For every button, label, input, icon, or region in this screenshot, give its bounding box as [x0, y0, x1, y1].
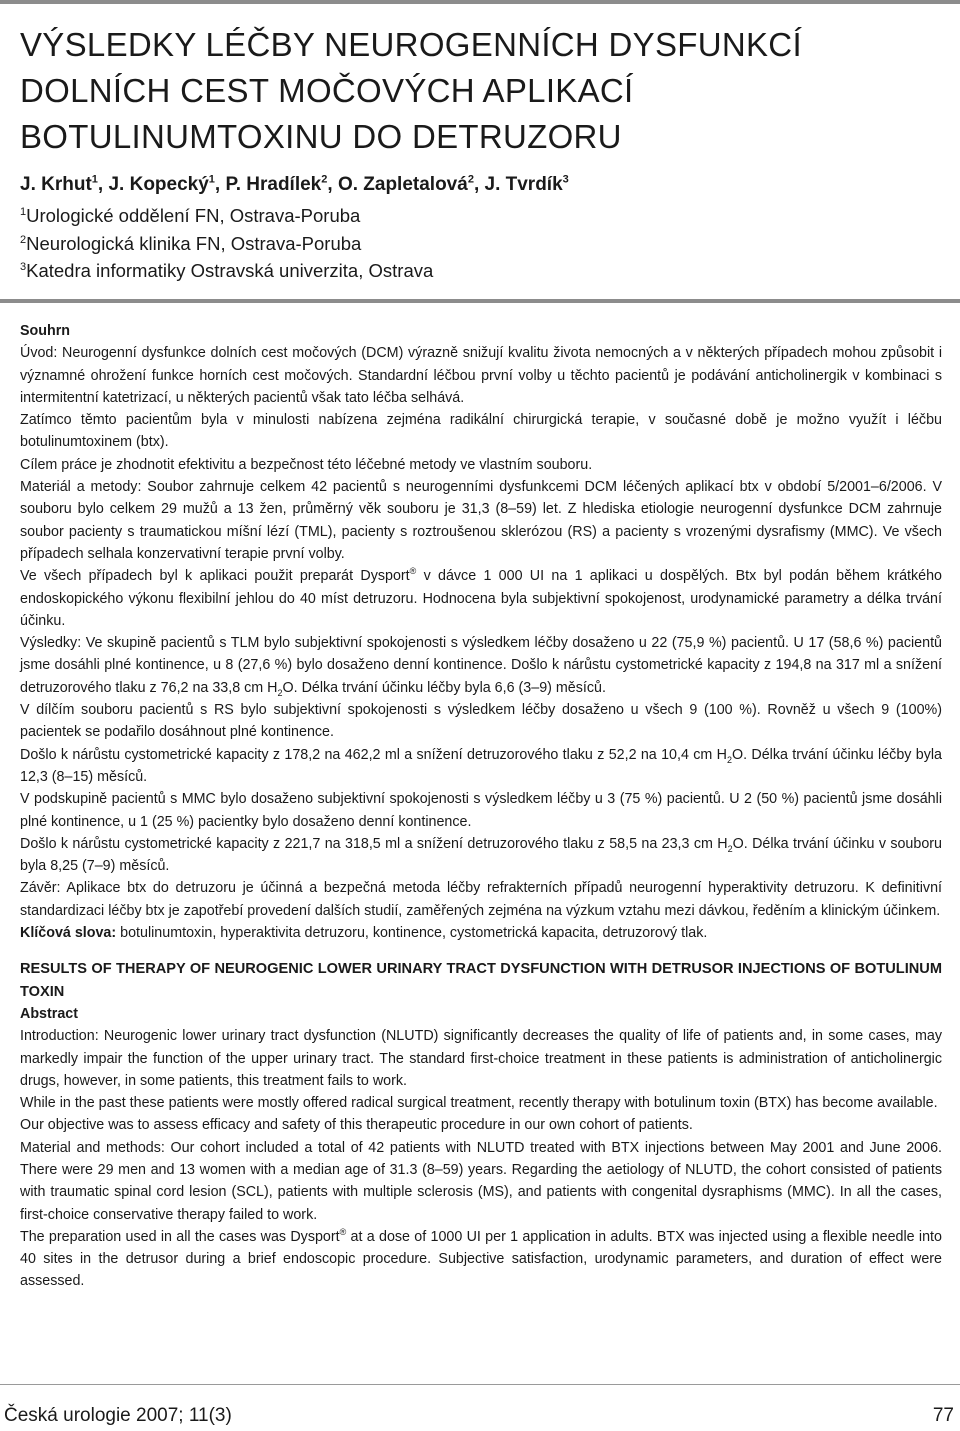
top-rule — [0, 0, 960, 4]
affiliation-line — [20, 202, 433, 230]
registered-mark: ® — [409, 566, 417, 577]
article-title: VÝSLEDKY LÉČBY NEUROGENNÍCH DYSFUNKCÍ DOLNÍCH CEST MOČOVÝCH APLIKACÍ BOTULINUMTOXINU DO DETRUZORU — [20, 26, 802, 155]
english-title: RESULTS OF THERAPY OF NEUROGENIC LOWER URINARY TRACT DYSFUNCTION WITH DETRUSOR INJECTIONS OF BOTULINUM TOXIN — [20, 961, 942, 1000]
summary-results-rs: V dílčím souboru pacientů s RS bylo subjektivní spokojenosti s výsledkem léčby dosaženo u všech 9 (100 %). Rovněž u všech 9 (100%) pacientek se podařilo dosáhnout plné kontinence. — [20, 702, 942, 741]
keywords — [20, 922, 942, 944]
summary-intro: Úvod: Neurogenní dysfunkce dolních cest močových (DCM) výrazně snižují kvalitu života nemocných a v některých případech mohou způsobit i významné ohrožení funkce horních cest močových. Standardní léčbou první volby u těchto pacientů je podávání anticholinergik v kombinaci s intermitentní katetrizací, u některých pacientů však tato léčba selhává. — [20, 345, 942, 406]
spacer — [20, 944, 942, 958]
abstract-heading: Abstract — [20, 1005, 78, 1022]
section-rule — [0, 299, 960, 303]
affiliation-text: Urologické oddělení FN, Ostrava-Poruba — [26, 205, 361, 226]
text-span: Výsledky: Ve skupině pacientů s TLM bylo subjektivní spokojenosti s výsledkem léčby dosaženo u 22 (75,9 %) pacientů. U 17 (58,6 %) pacientů jsme dosáhli plné kontinence, u 8 (27,6 %) bylo dosaženo denní kontinence. Došlo k nárůstu cystometrické kapacity z 194,8 na 317 ml a snížení detruzorového tlaku z 76,2 na 33,8 cm H — [20, 635, 942, 696]
author-separator: , — [327, 174, 338, 195]
affiliation-line — [20, 257, 433, 285]
summary-background: Zatímco těmto pacientům byla v minulosti nabízena zejména radikální chirurgická terapie, v současné době je možno využít i léčbu botulinumtoxinem (btx). — [20, 412, 942, 451]
text-span: Došlo k nárůstu cystometrické kapacity z 221,7 na 318,5 ml a snížení detruzorového tlaku z 58,5 na 23,3 cm H — [20, 835, 728, 852]
affiliation-text: Neurologická klinika FN, Ostrava-Poruba — [26, 232, 362, 254]
summary-conclusion: Závěr: Aplikace btx do detruzoru je účinná a bezpečná metoda léčby refrakterních případů neurogenní hyperaktivity detruzoru. K definitivní standardizaci léčby btx je zapotřebí provedení dalších studií, zaměřených zejména na výzkum vztahu mezi dávkou, ředěním a klinickým účinkem. — [20, 880, 942, 919]
abstract-intro: Introduction: Neurogenic lower urinary tract dysfunction (NLUTD) significantly decreases the quality of life of patients and, in some cases, may markedly impair the function of the upper urinary tract. The standard first-choice treatment in these patients is administration of anticholinergic drugs, however, in some patients, this treatment fails to work. — [20, 1028, 942, 1089]
affiliation-number: 1 — [20, 205, 27, 218]
article-body — [20, 320, 942, 1293]
text-span: O. Délka trvání účinku v souboru byla 8,25 (7–9) měsíců. — [20, 835, 942, 875]
author-name: J. Krhut — [20, 174, 92, 195]
keywords-label: Klíčová slova: — [20, 925, 117, 942]
text-span: O. Délka trvání účinku léčby byla 12,3 (8–15) měsíců. — [20, 746, 942, 785]
author-separator: , — [473, 174, 485, 195]
abstract-methods: Material and methods: Our cohort included a total of 42 patients with NLUTD treated with BTX injections between May 2001 and June 2006. There were 29 men and 13 women with a median age of 31.3 (8–59) years. Regarding the aetiology of NLUTD, the cohort consisted of patients with traumatic spinal cord lesion (SCL), patients with multiple sclerosis (MS), and patients with congenital dysraphisms (MMC). In all the cases, first-choice conservative therapy failed to work. — [20, 1139, 942, 1223]
author-name: O. Zapletalová — [337, 174, 468, 195]
author-affiliation-mark: 2 — [321, 173, 328, 186]
text-span: O. Délka trvání účinku léčby byla 6,6 (3–9) měsíců. — [282, 679, 606, 696]
summary-procedure — [20, 565, 942, 632]
text-span: Došlo k nárůstu cystometrické kapacity z 178,2 na 462,2 ml a snížení detruzorového tlaku z 52,2 na 10,4 cm H — [20, 746, 727, 763]
abstract-aim: Our objective was to assess efficacy and safety of this therapeutic procedure in our own cohort of patients. — [20, 1117, 693, 1134]
summary-results-tlm — [20, 632, 942, 699]
author-list — [20, 172, 569, 198]
summary-aim: Cílem práce je zhodnotit efektivitu a bezpečnost této léčebné metody ve vlastním souboru. — [20, 456, 593, 473]
text-span: The preparation used in all the cases was Dysport — [20, 1228, 340, 1245]
author-separator: , — [214, 174, 226, 195]
subscript: 2 — [727, 843, 733, 854]
affiliations — [20, 202, 433, 285]
subscript: 2 — [726, 754, 732, 765]
page-number: 77 — [932, 1405, 954, 1426]
summary-results-mmc-capacity — [20, 833, 942, 878]
registered-mark: ® — [339, 1227, 347, 1238]
text-span: at a dose of 1000 UI per 1 application in adults. BTX was injected using a flexible needle into 40 sites in the detrusor during a brief endoscopic procedure. Subjective satisfaction, urodynamic parameters, and duration of effect were assessed. — [20, 1228, 942, 1290]
abstract-background: While in the past these patients were mostly offered radical surgical treatment, recently therapy with botulinum toxin (BTX) has become available. — [20, 1095, 938, 1112]
author-name: J. Kopecký — [108, 174, 209, 195]
author-affiliation-mark: 1 — [91, 173, 98, 186]
subscript: 2 — [277, 687, 283, 698]
keywords-text: botulinumtoxin, hyperaktivita detruzoru, kontinence, cystometrická kapacita, detruzorový tlak. — [116, 925, 708, 942]
author-affiliation-mark: 3 — [562, 173, 569, 186]
summary-results-mmc: V podskupině pacientů s MMC bylo dosaženo subjektivní spokojenosti s výsledkem léčby u 3 (75 %) pacientů. U 2 (50 %) pacientů jsme dosáhli plné kontinence, u 1 (25 %) pacientky bylo dosaženo denní kontinence. — [20, 791, 942, 830]
author-name: J. Tvrdík — [484, 174, 563, 195]
summary-results-rs-capacity — [20, 744, 942, 789]
author-affiliation-mark: 2 — [467, 173, 474, 186]
author-affiliation-mark: 1 — [208, 173, 215, 186]
text-span: Ve všech případech byl k aplikaci použit preparát Dysport — [20, 568, 410, 585]
footer-rule — [0, 1384, 960, 1385]
author-name: P. Hradílek — [225, 174, 322, 195]
journal-citation: Česká urologie 2007; 11(3) — [4, 1405, 232, 1426]
author-separator: , — [97, 174, 109, 195]
summary-methods: Materiál a metody: Soubor zahrnuje celkem 42 pacientů s neurogenními dysfunkcemi DCM léčených aplikací btx v období 5/2001–6/2006. V souboru bylo celkem 29 mužů a 13 žen, průměrný věk souboru je 31,3 (8–59) let. Z hlediska etiologie neurogenní dysfunkce DCM zahrnuje soubor pacienty s traumatickou míšní lézí (TML), pacienty s roztroušenou sklerózou (RS) a pacienty s vrozenými dysrafismy (MMC). Ve všech případech selhala konzervativní terapie první volby. — [20, 479, 942, 562]
text-span: v dávce 1 000 UI na 1 aplikaci u dospělých. Btx byl podán během krátkého endoskopického výkonu flexibilní jehlou do 40 míst detruzoru. Hodnocena byla subjektivní spokojenost, urodynamické parametry a délka trvání účinku. — [20, 568, 942, 629]
affiliation-text: Katedra informatiky Ostravská univerzita, Ostrava — [26, 260, 434, 281]
summary-heading: Souhrn — [20, 323, 71, 339]
abstract-procedure — [20, 1226, 942, 1293]
affiliation-number: 3 — [20, 260, 27, 273]
affiliation-line — [20, 230, 433, 258]
affiliation-number: 2 — [20, 233, 27, 246]
